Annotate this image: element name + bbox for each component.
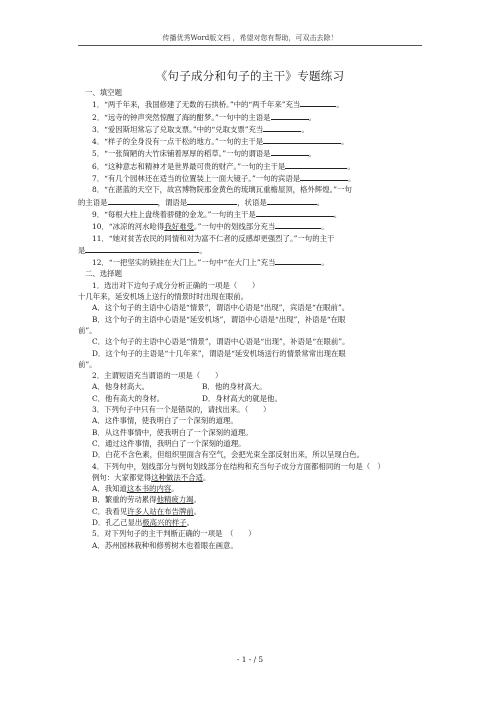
fill-question-10: 10．“冰凉的河水呛得我好难受。”一句中的划线部分充当 。 bbox=[92, 222, 329, 232]
document-title: 《句子成分和句子的主干》专题练习 bbox=[155, 69, 345, 83]
underlined-phrase: 这种做法不合适 bbox=[151, 472, 203, 482]
fill-question-12: 12．“一把坚实的锁挂在大门上。”一句中“在大门上”充当 。 bbox=[92, 258, 329, 268]
option-b[interactable]: B．繁重的劳动累得他精疲力竭。 bbox=[92, 495, 201, 505]
option-a[interactable]: A．我知道这本书的内容。 bbox=[92, 484, 179, 494]
underlined-phrase: 这本书的内容 bbox=[126, 484, 172, 494]
underlined-phrase: 我好难受 bbox=[164, 222, 194, 232]
fill-question-6: 6．“这种意志和精神才是世界最可贵的财产。”一句的主干是 。 bbox=[92, 161, 355, 171]
option-b[interactable]: B．这个句子的主语中心语是“延安机场”，谓语中心语是“出现”，补语是“在眼 bbox=[92, 314, 346, 324]
option-a[interactable]: A．这个句子的主语中心语是“情景”，谓语中心语是“出现”，宾语是“在眼前”。 bbox=[92, 303, 350, 313]
answer-blank[interactable] bbox=[108, 196, 158, 205]
section-heading-fill: 一、填空题 bbox=[85, 88, 122, 97]
underlined-phrase: 他精疲力竭 bbox=[156, 495, 194, 505]
underlined-phrase: 极高兴的样子 bbox=[142, 517, 187, 527]
fill-question-11: 11．“她对贫苦农民的同情和对为富不仁者的反感却更强烈了。”一句的主干 bbox=[92, 233, 335, 243]
answer-blank[interactable] bbox=[271, 111, 309, 120]
section-heading-choice: 二、选择题 bbox=[85, 269, 122, 279]
option-row bbox=[78, 393, 422, 404]
option-d[interactable]: D．身材高大的就是他。 bbox=[202, 393, 282, 403]
answer-blank[interactable] bbox=[263, 123, 301, 132]
option-c[interactable]: C．通过这件事情，我明白了一个深刻的道理。 bbox=[92, 438, 246, 448]
choice-question-4: 4．下列句中，划线部分与例句划线部分在结构和充当句子成分方面都相同的一句是（ ） bbox=[92, 461, 385, 471]
option-c[interactable]: C．他有高大的身材。 bbox=[92, 393, 165, 403]
answer-blank[interactable] bbox=[300, 98, 336, 107]
choice-question-5: 5．对下列句子的主干判断正确的一项是 （ ） bbox=[92, 529, 256, 539]
page-header: 传播优秀Word版文档 ，希望对您有帮助，可双击去除！ bbox=[162, 34, 338, 42]
option-b[interactable]: B．他的身材高大。 bbox=[202, 382, 267, 392]
fill-question-9: 9．“每根大柱上盘绕着骄健的金龙。”一句的主干是 。 bbox=[92, 209, 342, 219]
answer-blank[interactable] bbox=[275, 220, 321, 229]
answer-blank[interactable] bbox=[263, 135, 341, 144]
page-number: - 1 - / 5 bbox=[236, 655, 264, 664]
fill-question-11-cont: 是 。 bbox=[78, 245, 207, 255]
answer-blank[interactable] bbox=[285, 160, 347, 169]
answer-blank[interactable] bbox=[187, 196, 237, 205]
option-a[interactable]: A．苏州园林栽种和修剪树木也着眼在画意。 bbox=[92, 540, 238, 550]
fill-question-3: 3．“爱因斯坦常忘了兑取支票。”中的“兑取支票”充当 。 bbox=[92, 124, 309, 134]
answer-blank[interactable] bbox=[300, 172, 348, 181]
option-row bbox=[78, 381, 422, 392]
answer-blank[interactable] bbox=[256, 208, 334, 217]
option-a[interactable]: A．他身材高大。 bbox=[92, 382, 150, 392]
header-rule bbox=[78, 45, 422, 46]
fill-question-2: 2．“远寺的钟声突然惊醒了海的酣梦。”一句中的主语是 。 bbox=[92, 112, 316, 122]
choice-question-1: 1．选出对下边句子成分分析正确的一项是（ ） bbox=[92, 280, 260, 290]
fill-question-7: 7．“有几个园林还在适当的位置装上一面大镜子。”一句的宾语是 。 bbox=[92, 174, 356, 184]
answer-blank[interactable] bbox=[271, 147, 309, 156]
option-d[interactable]: D．白花不含色素，但组织里面含有空气，会把光束全部反射出来，所以呈现白色。 bbox=[92, 450, 364, 460]
underlined-phrase: 许多人站在布告牌前 bbox=[127, 506, 194, 516]
document-body bbox=[78, 87, 422, 551]
fill-question-5: 5．“一张简陋的大竹床铺着厚厚的稻草。”一句的谓语是 。 bbox=[92, 149, 316, 159]
choice-question-2: 2．主谓短语充当谓语的一项是（ ） bbox=[92, 371, 223, 381]
fill-question-8-cont: 的主语是 ，谓语是 ，状语是 。 bbox=[78, 197, 325, 207]
example-sentence: 例句：大家都觉得这种做法不合适。 bbox=[92, 472, 211, 482]
answer-blank[interactable] bbox=[275, 256, 321, 265]
option-d-cont: 前”。 bbox=[78, 359, 97, 369]
option-b-cont: 前”。 bbox=[78, 325, 97, 335]
fill-question-4: 4．“样子的全身没有一点干松的地方。”一句的主干是 。 bbox=[92, 137, 349, 147]
option-c[interactable]: C．这个句子的主语中心语是“情景”，谓语中心语是“出现”，补语是“在眼前”。 bbox=[92, 337, 350, 347]
fill-question-1: 1．“两千年来，我国修建了无数的石拱桥。”中的“两千年来”充当 。 bbox=[92, 100, 344, 110]
option-a[interactable]: A．这件事情，使我明白了一个深刻的道理。 bbox=[92, 416, 238, 426]
option-d[interactable]: D．孔乙己显出极高兴的样子。 bbox=[92, 517, 195, 527]
choice-question-3: 3．下列句子中只有一个是错误的，请找出来。（ ） bbox=[92, 405, 271, 415]
answer-blank[interactable] bbox=[85, 244, 199, 253]
choice-question-1-sentence: 十几年来，延安机场上送行的情景时时出现在眼前。 bbox=[78, 292, 248, 302]
option-b[interactable]: B．从这件事情中，使我明白了一个深刻的道理。 bbox=[92, 427, 253, 437]
answer-blank[interactable] bbox=[267, 196, 317, 205]
option-d[interactable]: D．这个句子的主语是“十几年来”，谓语是“延安机场送行的情景常常出现在眼 bbox=[92, 348, 346, 358]
option-c[interactable]: C．我看见许多人站在布告牌前。 bbox=[92, 506, 202, 516]
fill-question-8: 8．“在湛蓝的天空下，故宫博物院那金黄色的琉璃瓦重檐屋顶，格外辉煌。”一句 bbox=[92, 185, 352, 195]
